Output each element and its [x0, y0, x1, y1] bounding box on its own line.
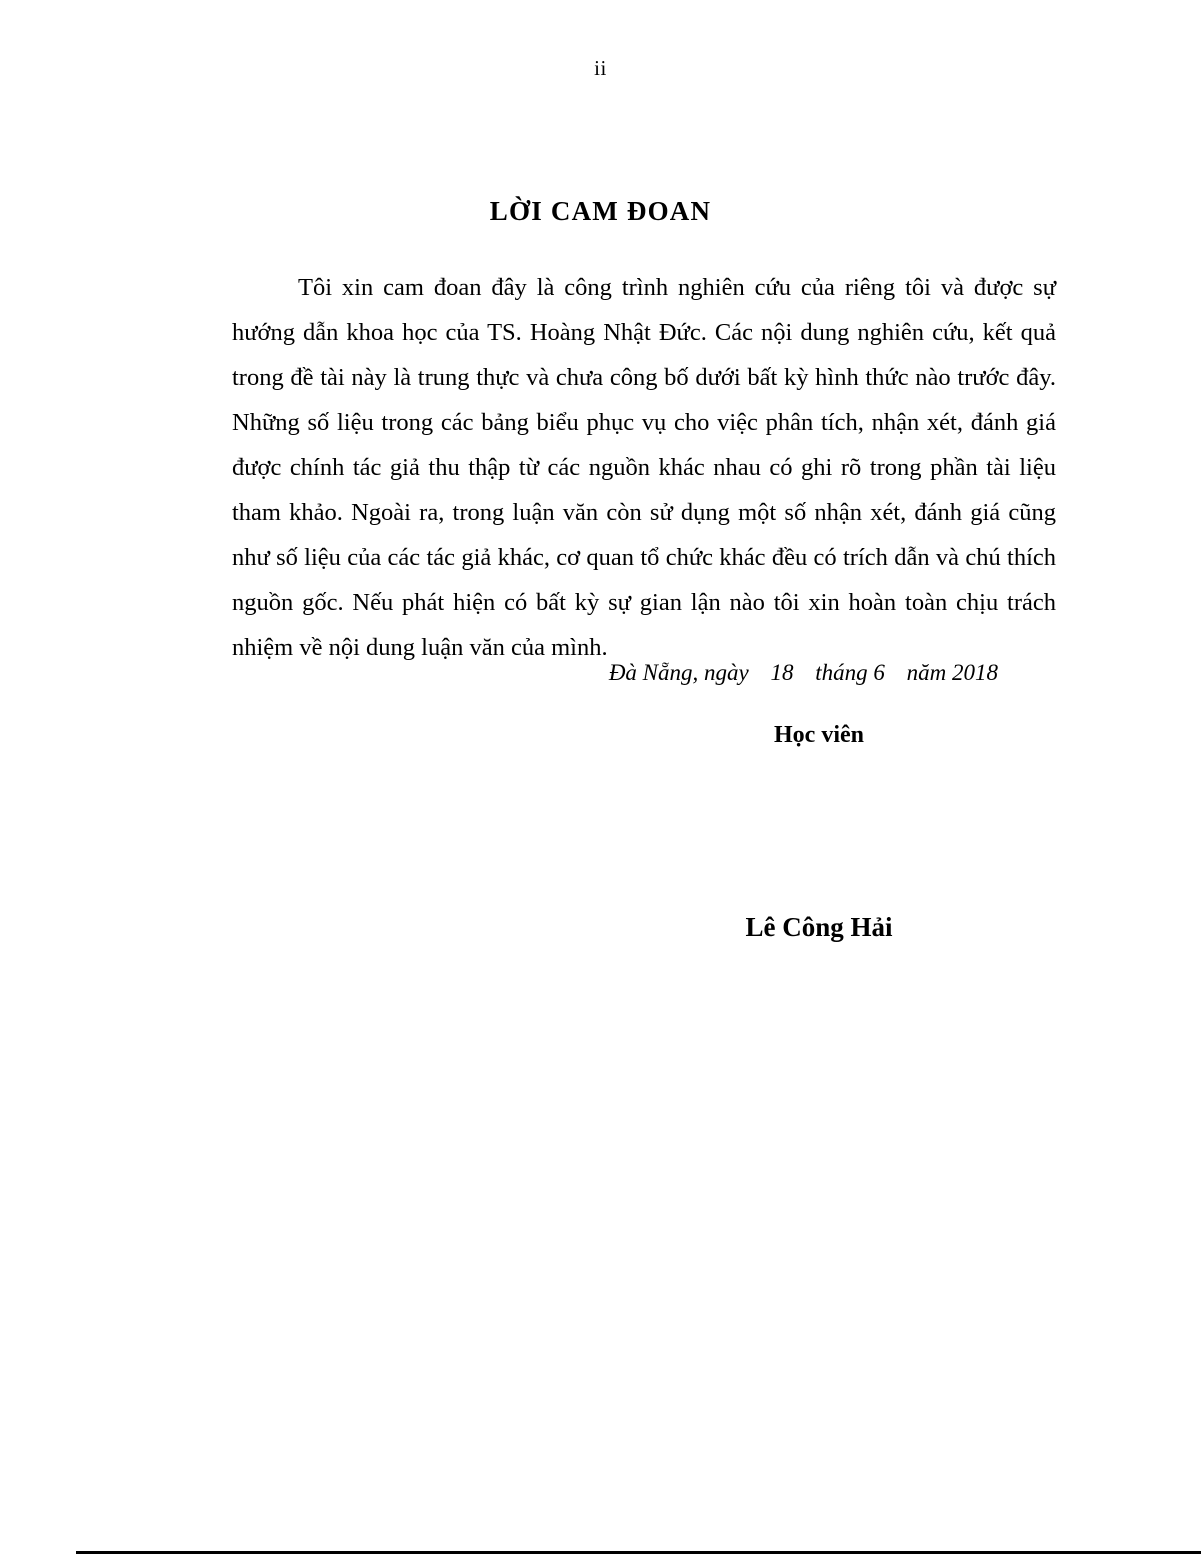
- date-place-label: Đà Nẵng, ngày: [608, 660, 749, 685]
- declaration-body-text: Tôi xin cam đoan đây là công trình nghiên cứu của riêng tôi và được sự hướng dẫn khoa học của TS. Hoàng Nhật Đức. Các nội dung nghiên cứu, kết quả trong đề tài này là trung thực và chưa công bố dưới bất kỳ hình thức nào trước đây. Những số liệu trong các bảng biểu phục vụ cho việc phân tích, nhận xét, đánh giá được chính tác giả thu thập từ các nguồn khác nhau có ghi rõ trong phần tài liệu tham khảo. Ngoài ra, trong luận văn còn sử dụng một số nhận xét, đánh giá cũng như số liệu của các tác giả khác, cơ quan tổ chức khác đều có trích dẫn và chú thích nguồn gốc. Nếu phát hiện có bất kỳ sự gian lận nào tôi xin hoàn toàn chịu trách nhiệm về nội dung luận văn của mình.: [232, 273, 1056, 661]
- page-title: LỜI CAM ĐOAN: [489, 196, 712, 227]
- date-day: 18: [770, 660, 794, 685]
- signer-role: Học viên: [774, 722, 864, 748]
- page-number: ii: [594, 56, 607, 80]
- date-month: tháng 6: [815, 660, 885, 685]
- date-line: [232, 660, 1056, 686]
- signer-name: Lê Công Hải: [745, 912, 893, 942]
- date-year: năm 2018: [906, 660, 998, 685]
